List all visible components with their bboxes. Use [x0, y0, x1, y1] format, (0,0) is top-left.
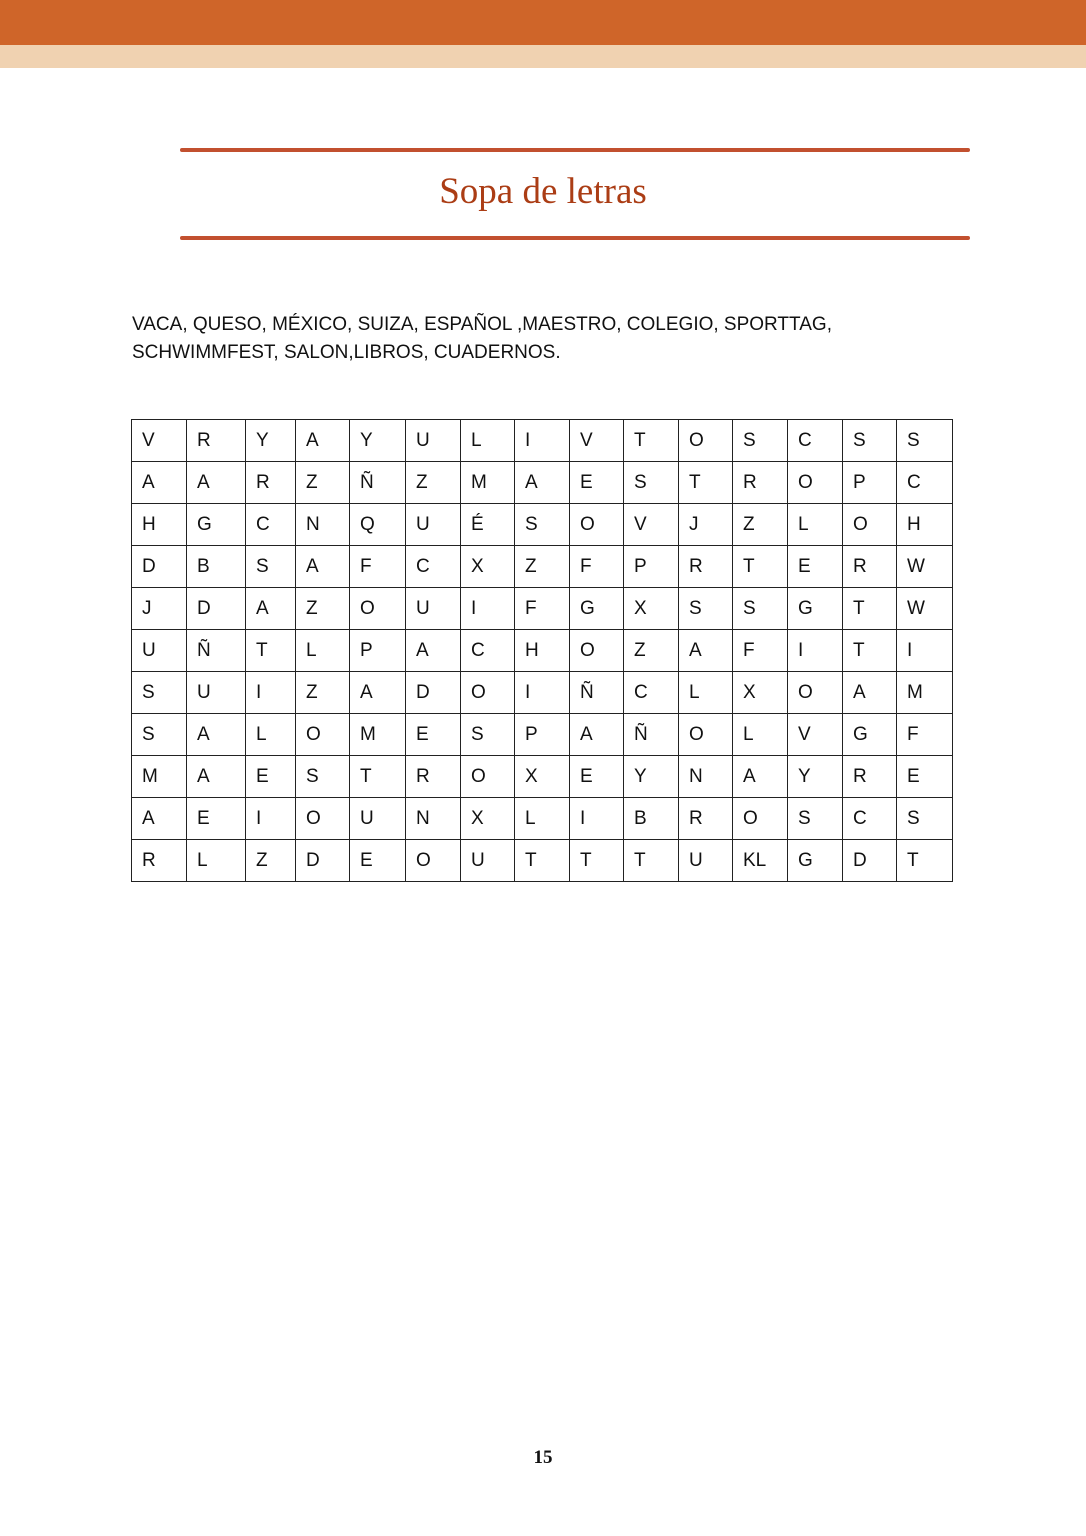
grid-cell: V [570, 420, 624, 462]
grid-cell: S [788, 798, 843, 840]
grid-cell: A [187, 756, 246, 798]
grid-cell: U [679, 840, 733, 882]
grid-cell: P [350, 630, 406, 672]
grid-cell: M [132, 756, 187, 798]
grid-cell: U [350, 798, 406, 840]
grid-cell: I [246, 798, 296, 840]
word-search-grid [131, 419, 953, 882]
grid-cell: A [296, 420, 350, 462]
grid-cell: F [897, 714, 953, 756]
grid-cell: F [350, 546, 406, 588]
grid-cell: B [187, 546, 246, 588]
grid-cell: P [843, 462, 897, 504]
grid-cell: O [406, 840, 461, 882]
grid-cell: C [624, 672, 679, 714]
grid-row [132, 630, 953, 672]
grid-cell: D [132, 546, 187, 588]
grid-cell: I [515, 420, 570, 462]
grid-cell: I [570, 798, 624, 840]
grid-cell: O [296, 714, 350, 756]
grid-cell: O [570, 504, 624, 546]
grid-cell: Z [296, 588, 350, 630]
grid-cell: Y [350, 420, 406, 462]
grid-cell: D [296, 840, 350, 882]
grid-cell: S [679, 588, 733, 630]
grid-cell: Y [624, 756, 679, 798]
grid-cell: E [570, 756, 624, 798]
grid-cell: O [461, 672, 515, 714]
grid-cell: S [296, 756, 350, 798]
grid-cell: R [679, 798, 733, 840]
grid-cell: A [132, 798, 187, 840]
grid-cell: S [515, 504, 570, 546]
grid-cell: I [246, 672, 296, 714]
grid-cell: T [624, 840, 679, 882]
grid-cell: Z [246, 840, 296, 882]
grid-row [132, 672, 953, 714]
grid-cell: R [406, 756, 461, 798]
grid-cell: Z [733, 504, 788, 546]
grid-cell: L [679, 672, 733, 714]
grid-cell: V [624, 504, 679, 546]
grid-row [132, 798, 953, 840]
grid-cell: C [246, 504, 296, 546]
grid-cell: I [897, 630, 953, 672]
grid-cell: A [296, 546, 350, 588]
grid-cell: L [733, 714, 788, 756]
word-list-line-2: SCHWIMMFEST, SALON,LIBROS, CUADERNOS. [132, 342, 561, 363]
grid-cell: H [515, 630, 570, 672]
grid-cell: D [406, 672, 461, 714]
grid-cell: F [733, 630, 788, 672]
grid-cell: M [461, 462, 515, 504]
grid-cell: S [733, 420, 788, 462]
grid-cell: E [570, 462, 624, 504]
grid-cell: S [843, 420, 897, 462]
grid-cell: H [132, 504, 187, 546]
grid-cell: F [515, 588, 570, 630]
grid-cell: L [296, 630, 350, 672]
grid-cell: O [296, 798, 350, 840]
grid-cell: J [679, 504, 733, 546]
grid-cell: A [246, 588, 296, 630]
grid-cell: E [350, 840, 406, 882]
grid-cell: O [788, 462, 843, 504]
grid-cell: S [624, 462, 679, 504]
grid-cell: O [843, 504, 897, 546]
grid-row [132, 504, 953, 546]
grid-row [132, 420, 953, 462]
grid-cell: C [897, 462, 953, 504]
grid-cell: Z [296, 672, 350, 714]
grid-cell: U [406, 504, 461, 546]
grid-cell: T [624, 420, 679, 462]
grid-cell: KL [733, 840, 788, 882]
grid-cell: O [461, 756, 515, 798]
grid-cell: R [679, 546, 733, 588]
grid-cell: T [679, 462, 733, 504]
grid-cell: U [406, 588, 461, 630]
grid-cell: G [187, 504, 246, 546]
grid-cell: N [679, 756, 733, 798]
grid-cell: X [515, 756, 570, 798]
grid-cell: A [187, 714, 246, 756]
grid-cell: S [132, 714, 187, 756]
grid-cell: A [350, 672, 406, 714]
grid-cell: Y [788, 756, 843, 798]
grid-cell: A [679, 630, 733, 672]
grid-cell: A [515, 462, 570, 504]
grid-row [132, 840, 953, 882]
grid-cell: M [350, 714, 406, 756]
grid-cell: A [843, 672, 897, 714]
grid-cell: I [515, 672, 570, 714]
grid-cell: G [788, 840, 843, 882]
grid-cell: A [570, 714, 624, 756]
grid-cell: T [350, 756, 406, 798]
grid-cell: I [788, 630, 843, 672]
grid-cell: B [624, 798, 679, 840]
title-rule-top [180, 148, 970, 152]
grid-cell: T [570, 840, 624, 882]
grid-cell: R [843, 546, 897, 588]
grid-cell: E [246, 756, 296, 798]
grid-row [132, 588, 953, 630]
grid-cell: F [570, 546, 624, 588]
grid-cell: Z [296, 462, 350, 504]
grid-cell: S [897, 798, 953, 840]
grid-cell: A [187, 462, 246, 504]
grid-cell: W [897, 588, 953, 630]
grid-cell: W [897, 546, 953, 588]
grid-cell: T [733, 546, 788, 588]
grid-cell: Q [350, 504, 406, 546]
grid-cell: T [843, 630, 897, 672]
grid-cell: L [788, 504, 843, 546]
grid-cell: Z [406, 462, 461, 504]
title-rule-bottom [180, 236, 970, 240]
grid-cell: C [788, 420, 843, 462]
grid-cell: C [843, 798, 897, 840]
grid-row [132, 714, 953, 756]
grid-cell: A [406, 630, 461, 672]
grid-cell: T [246, 630, 296, 672]
grid-cell: N [406, 798, 461, 840]
grid-row [132, 546, 953, 588]
grid-cell: O [679, 714, 733, 756]
grid-cell: U [132, 630, 187, 672]
grid-cell: P [624, 546, 679, 588]
grid-cell: V [788, 714, 843, 756]
grid-cell: L [515, 798, 570, 840]
page-number: 15 [533, 1447, 553, 1468]
grid-cell: R [246, 462, 296, 504]
grid-row [132, 756, 953, 798]
grid-cell: S [132, 672, 187, 714]
grid-cell: L [246, 714, 296, 756]
grid-cell: D [843, 840, 897, 882]
grid-cell: N [296, 504, 350, 546]
grid-cell: G [570, 588, 624, 630]
grid-cell: X [624, 588, 679, 630]
grid-cell: X [461, 798, 515, 840]
grid-cell: Z [515, 546, 570, 588]
grid-cell: I [461, 588, 515, 630]
grid-cell: O [733, 798, 788, 840]
grid-cell: Ñ [350, 462, 406, 504]
grid-cell: Ñ [187, 630, 246, 672]
grid-cell: C [461, 630, 515, 672]
grid-cell: M [897, 672, 953, 714]
grid-cell: X [733, 672, 788, 714]
grid-cell: Ñ [624, 714, 679, 756]
page-title: Sopa de letras [439, 171, 647, 212]
header-band [0, 0, 1086, 45]
grid-cell: E [788, 546, 843, 588]
grid-cell: R [843, 756, 897, 798]
grid-cell: S [461, 714, 515, 756]
grid-cell: R [733, 462, 788, 504]
grid-cell: O [679, 420, 733, 462]
grid-cell: C [406, 546, 461, 588]
grid-cell: S [246, 546, 296, 588]
grid-cell: Ñ [570, 672, 624, 714]
grid-cell: U [406, 420, 461, 462]
grid-cell: Y [246, 420, 296, 462]
grid-cell: S [897, 420, 953, 462]
grid-cell: U [187, 672, 246, 714]
grid-cell: S [733, 588, 788, 630]
grid-cell: A [733, 756, 788, 798]
grid-cell: D [187, 588, 246, 630]
word-list [132, 311, 932, 367]
grid-cell: J [132, 588, 187, 630]
grid-cell: L [461, 420, 515, 462]
header-sub-band [0, 45, 1086, 68]
grid-cell: P [515, 714, 570, 756]
grid-cell: G [843, 714, 897, 756]
grid-cell: A [132, 462, 187, 504]
grid-cell: E [406, 714, 461, 756]
grid-cell: O [350, 588, 406, 630]
grid-cell: L [187, 840, 246, 882]
grid-row [132, 462, 953, 504]
grid-cell: T [515, 840, 570, 882]
grid-cell: H [897, 504, 953, 546]
grid-cell: G [788, 588, 843, 630]
grid-cell: O [788, 672, 843, 714]
grid-cell: O [570, 630, 624, 672]
grid-cell: T [897, 840, 953, 882]
grid-cell: E [897, 756, 953, 798]
grid-cell: X [461, 546, 515, 588]
word-list-line-1: VACA, QUESO, MÉXICO, SUIZA, ESPAÑOL ,MAESTRO, COLEGIO, SPORTTAG, [132, 314, 832, 335]
grid-cell: E [187, 798, 246, 840]
grid-cell: R [187, 420, 246, 462]
grid-cell: R [132, 840, 187, 882]
grid-cell: É [461, 504, 515, 546]
grid-cell: U [461, 840, 515, 882]
grid-cell: Z [624, 630, 679, 672]
grid-cell: T [843, 588, 897, 630]
grid-cell: V [132, 420, 187, 462]
